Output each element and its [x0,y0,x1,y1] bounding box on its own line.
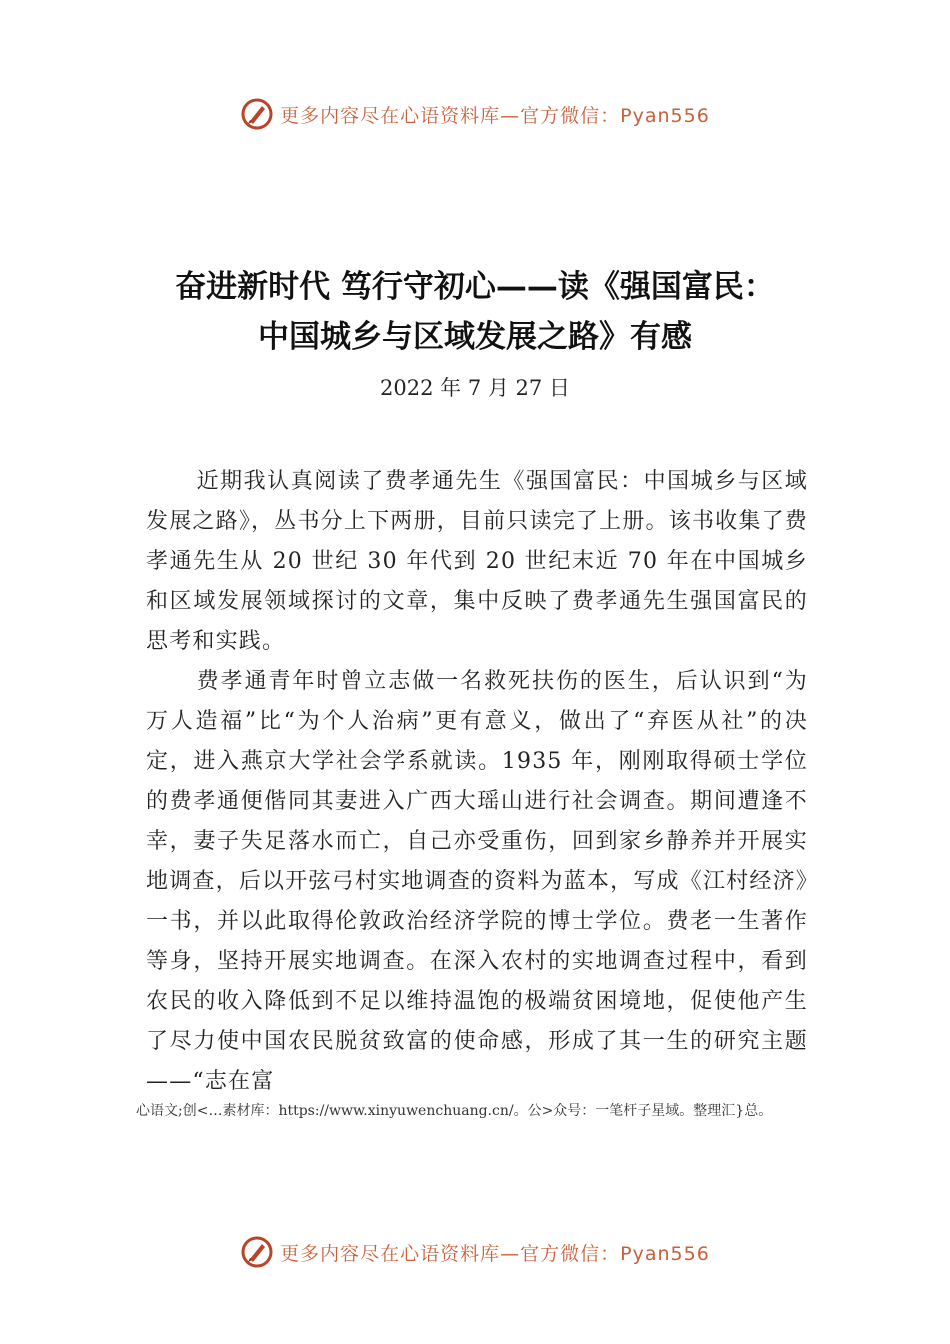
header-banner [0,92,950,136]
pen-seal-icon [240,1235,274,1269]
title-line-2: 中国城乡与区域发展之路》有感 [258,319,692,355]
document-date: 2022 年 7 月 27 日 [380,376,570,400]
pen-seal-icon [240,97,274,131]
banner-text: 更多内容尽在心语资料库—官方微信：Pyan556 [280,104,710,127]
footer-banner [0,1230,950,1274]
document-title [0,262,950,362]
document-body [146,462,808,1102]
footnote: 心语文;创<…素材库：https://www.xinyuwenchuang.cn/。公>众号：一笔杆子星域。整理汇}总。 [136,1103,773,1119]
paragraph-1: 近期我认真阅读了费孝通先生《强国富民：中国城乡与区域发展之路》，丛书分上下两册，目前只读完了上册。该书收集了费孝通先生从 20 世纪 30 年代到 20 世纪末近 70 年在中国城乡和区域发展领域探讨的文章，集中反映了费孝通先生强国富民的思考和实践。 [146,469,808,654]
title-line-1: 奋进新时代 笃行守初心——读《强国富民： [175,269,775,305]
paragraph-2: 费孝通青年时曾立志做一名救死扶伤的医生，后认识到“为万人造福”比“为个人治病”更有意义，做出了“弃医从社”的决定，进入燕京大学社会学系就读。1935 年，刚刚取得硕士学位的费孝通便偕同其妻进入广西大瑶山进行社会调查。期间遭逢不幸，妻子失足落水而亡，自己亦受重伤，回到家乡静养并开展实地调查，后以开弦弓村实地调查的资料为蓝本，写成《江村经济》一书，并以此取得伦敦政治经济学院的博士学位。费老一生著作等身，坚持开展实地调查。在深入农村的实地调查过程中，看到农民的收入降低到不足以维持温饱的极端贫困境地，促使他产生了尽力使中国农民脱贫致富的使命感，形成了其一生的研究主题——“志在富 [146,669,808,1094]
banner-text: 更多内容尽在心语资料库—官方微信：Pyan556 [280,1242,710,1265]
